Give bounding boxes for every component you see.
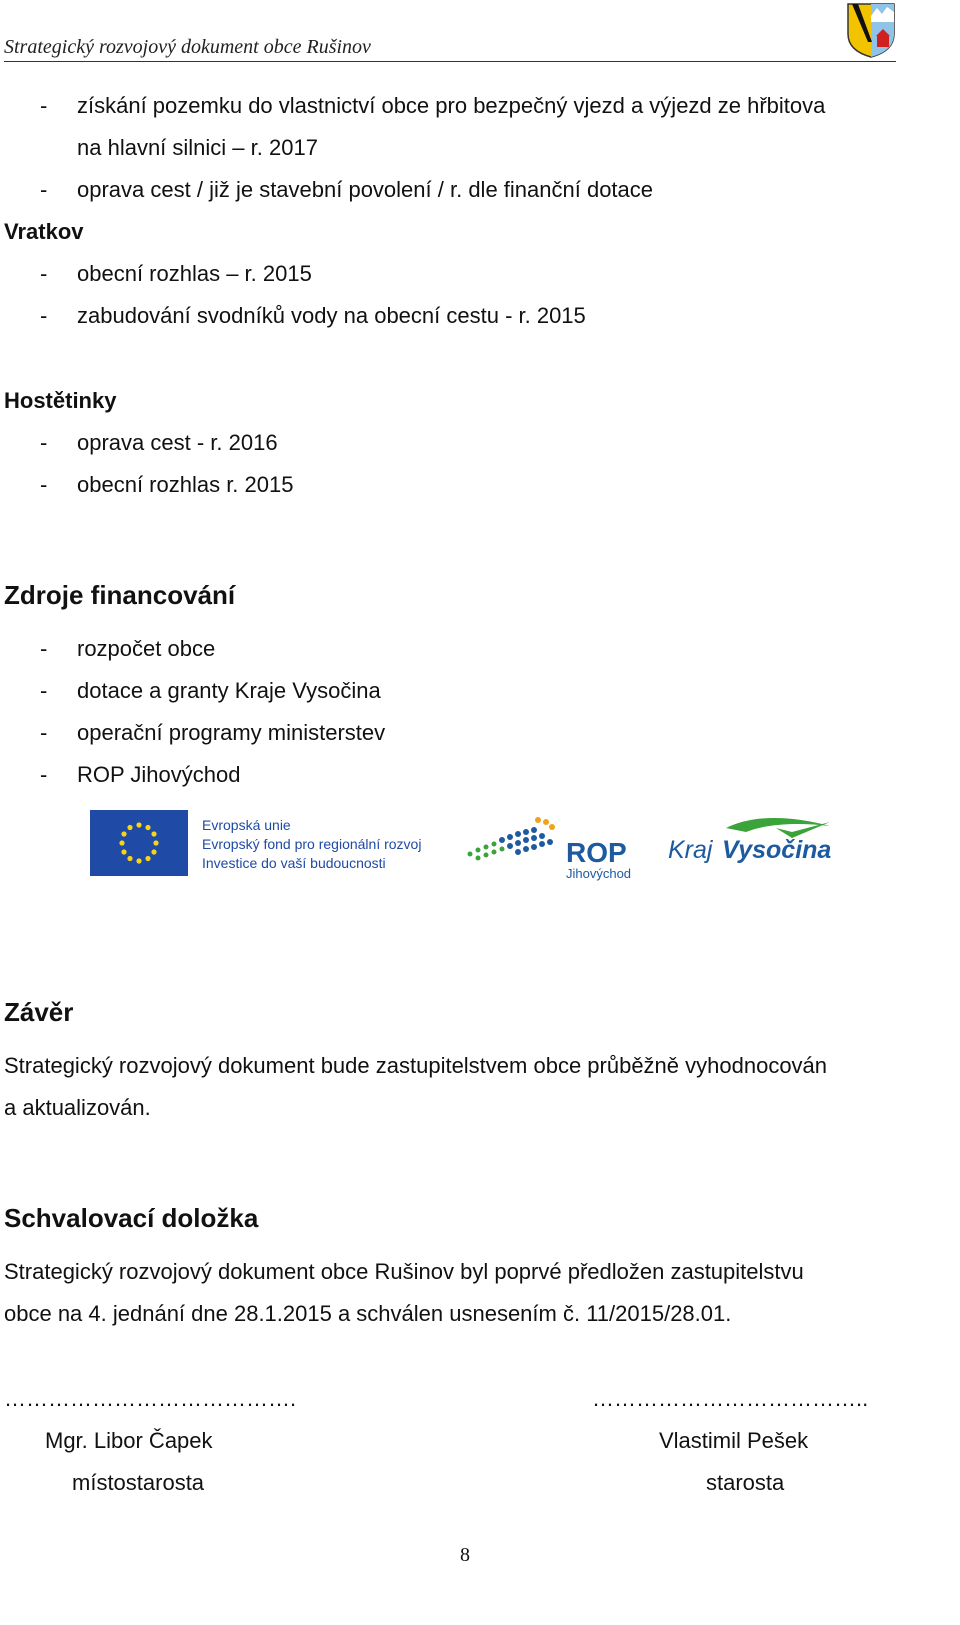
municipal-coat-of-arms-icon (846, 2, 896, 58)
section-heading-conclusion: Závěr (4, 997, 74, 1027)
running-header-title: Strategický rozvojový dokument obce Rušinov (4, 36, 371, 58)
section-heading-approval: Schvalovací doložka (4, 1203, 259, 1233)
approval-text-line: obce na 4. jednání dne 28.1.2015 a schválen usnesením č. 11/2015/28.01. (4, 1301, 732, 1326)
eu-logo (90, 810, 421, 876)
list-item-text: obecní rozhlas r. 2015 (77, 472, 294, 497)
conclusion-text-line: a aktualizován. (4, 1095, 151, 1120)
eu-flag-icon (90, 810, 188, 876)
rop-logo-title: ROP (566, 837, 627, 868)
list-dash: - (40, 303, 48, 328)
list-dash: - (40, 177, 48, 202)
list-dash: - (40, 636, 48, 661)
eu-logo-line1: Evropská unie (202, 817, 291, 833)
eu-logo-line3: Investice do vaší budoucnosti (202, 855, 386, 871)
kraj-vysocina-logo (668, 818, 831, 864)
list-dash: - (40, 430, 48, 455)
signatory-role-right: starosta (706, 1470, 785, 1495)
kraj-logo-word2: Vysočina (722, 836, 832, 864)
section-heading-vratkov: Vratkov (4, 219, 84, 244)
signatory-name-left: Mgr. Libor Čapek (45, 1428, 213, 1453)
list-item-text: na hlavní silnici – r. 2017 (77, 135, 318, 160)
list-dash: - (40, 261, 48, 286)
rop-jihovychod-logo (468, 817, 632, 881)
list-item-text: ROP Jihovýchod (77, 762, 241, 787)
signature-line-left: …………………………………. (4, 1386, 297, 1411)
section-heading-financing: Zdroje financování (4, 580, 236, 610)
list-item-text: oprava cest - r. 2016 (77, 430, 278, 455)
section-heading-hostetinky: Hostětinky (4, 388, 117, 413)
list-item-text: rozpočet obce (77, 636, 216, 661)
page-number: 8 (460, 1544, 470, 1566)
list-dash: - (40, 720, 48, 745)
approval-text-line: Strategický rozvojový dokument obce Rušinov byl poprvé předložen zastupitelstvu (4, 1259, 804, 1284)
eu-logo-line2: Evropský fond pro regionální rozvoj (202, 836, 422, 852)
signatory-name-right: Vlastimil Pešek (659, 1428, 809, 1453)
signatory-role-left: místostarosta (72, 1470, 205, 1495)
list-item-text: zabudování svodníků vody na obecní cestu - r. 2015 (77, 303, 586, 328)
list-item-text: dotace a granty Kraje Vysočina (77, 678, 381, 703)
list-item-text: získání pozemku do vlastnictví obce pro bezpečný vjezd a výjezd ze hřbitova (77, 93, 826, 118)
list-item-text: obecní rozhlas – r. 2015 (77, 261, 312, 286)
conclusion-text-line: Strategický rozvojový dokument bude zastupitelstvem obce průběžně vyhodnocován (4, 1053, 828, 1078)
list-item-text: oprava cest / již je stavební povolení / r. dle finanční dotace (77, 177, 654, 202)
list-dash: - (40, 678, 48, 703)
list-dash: - (40, 93, 48, 118)
list-dash: - (40, 762, 48, 787)
kraj-logo-word1: Kraj (668, 836, 713, 864)
funding-logos (86, 806, 842, 886)
header-divider (4, 61, 896, 62)
list-item-text: operační programy ministerstev (77, 720, 386, 745)
rop-logo-subtitle: Jihovýchod (566, 866, 632, 881)
list-dash: - (40, 472, 48, 497)
signature-line-right: ……………………………….. (592, 1386, 869, 1411)
